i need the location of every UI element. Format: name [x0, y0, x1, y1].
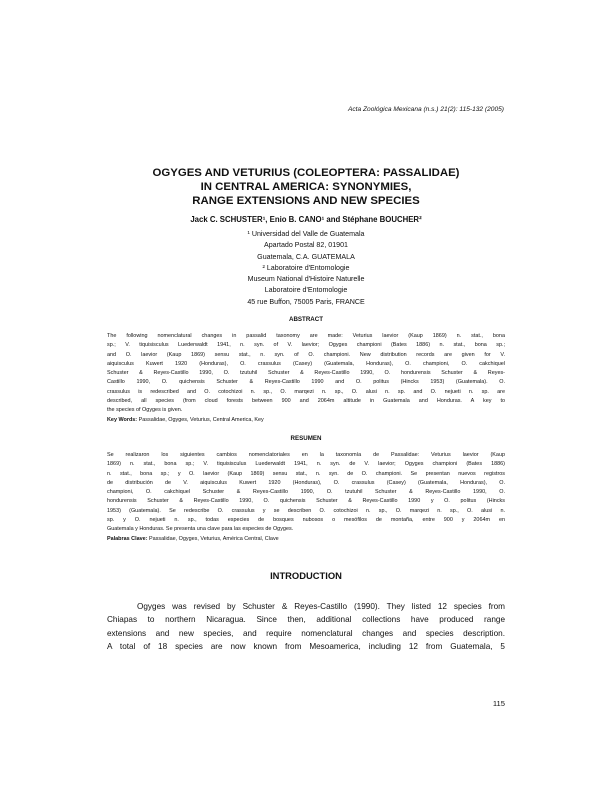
intro-line: Ogyges was revised by Schuster & Reyes-Castillo (1990). They listed 12 species from	[137, 602, 505, 611]
abstract-line: Schuster & Reyes-Castillo 1990, O. tzutuhil Schuster & Reyes-Castillo 1990, O. hondurensis Schuster & Reyes-	[107, 370, 505, 377]
intro-line: extensions and new species, and require nomenclatural changes and species description.	[107, 628, 505, 638]
abstract-line: The following nomenclatural changes in passalid taxonomy are made: Veturius laevior (Kaup 1869) n. stat., bona	[107, 333, 505, 339]
keywords-text: Passalidae, Ogyges, Veturius, América Central, Clave	[149, 535, 279, 542]
abstract-line: and O. laevior (Kaup 1869) sensu stat., n. syn. of O. championi. New distribution records are given for V.	[107, 351, 505, 358]
resumen-heading: RESUMEN	[290, 435, 322, 442]
intro-line: A total of 18 species are now known from Mesoamerica, including 12 from Guatemala, 5	[107, 641, 505, 651]
affiliations	[110, 229, 502, 308]
affiliation-line: ¹ Universidad del Valle de Guatemala	[247, 230, 365, 238]
resumen-line: 1869) n. stat., bona sp.; V. tiquisisculus Luederwaldt 1941, n. syn. de V. laevior; Ogyges championi (Bates 1886)	[107, 461, 505, 468]
abstract-line: the species of Ogyges is given.	[107, 407, 183, 414]
abstract-line: described, all species (from cloud forests between 900 and 2064m altitude in Guatemala and Honduras. A key to	[107, 398, 505, 405]
affiliation-line: Museum National d'Histoire Naturelle	[247, 275, 365, 284]
resumen-line: championi, O. cakchiquel Schuster & Reyes-Castillo 1990, O. tzutuhil Schuster & Reyes-Castillo 1990, O.	[107, 489, 505, 496]
abstract-text	[107, 332, 505, 425]
journal-citation: Acta Zoológica Mexicana (n.s.) 21(2): 115-132 (2005)	[347, 106, 504, 113]
resumen-line: sp. y O. nejueti n. sp., todas especies de bosques nubosos o mesófilos de montaña, entre 900 y 2064m en	[107, 517, 505, 524]
keywords-label: Key Words:	[107, 416, 138, 423]
abstract-line: aiquisculus Kuwert 1920 (Honduras), O. crassulus (Casey) (Guatemala, Honduras), O. championi, O. cakchiquel	[107, 360, 505, 367]
intro-line: Chiapas to northern Nicaragua. Since then, additional collections have produced range	[107, 615, 505, 625]
title-line-2: IN CENTRAL AMERICA: SYNONYMIES,	[200, 181, 412, 193]
affiliation-line: ² Laboratoire d'Entomologie	[262, 263, 350, 272]
abstract-line: sp.; V. tiquisisculus Luederwaldt 1941, n. syn. of V. laevior; Ogyges championi (Bates 1886) n. stat., bona sp.;	[107, 342, 505, 349]
resumen-line: n. stat., bona sp.; y O. laevior (Kaup 1869) sensu stat., n. syn. de O. championi. Se presentan nuevos registros	[107, 470, 505, 477]
affiliation-line: 45 rue Buffon, 75005 Paris, FRANCE	[247, 297, 365, 306]
introduction-text	[107, 600, 505, 653]
resumen-line: de distribución de V. aiquisculus Kuwert 1920 (Honduras), O. crassulus (Casey) (Guatemala, Honduras), O.	[107, 479, 505, 486]
resumen-line: Guatemala y Honduras. Se presenta una clave para las especies de Ogyges.	[107, 526, 294, 533]
abstract-keywords	[107, 416, 505, 425]
keywords-text: Passalidae, Ogyges, Veturius, Central America, Key	[138, 416, 264, 423]
resumen-text	[107, 451, 505, 544]
abstract-line: crassulus is redescribed and O. cotochizoi n. sp., O. marqezi n. sp., O. alusi n. sp. and O. nejueti n. sp. are	[107, 388, 505, 395]
keywords-label: Palabras Clave:	[107, 535, 148, 542]
page-number: 115	[492, 699, 505, 708]
abstract-line: Castillo 1990, O. quichensis Schuster & Reyes-Castillo 1990 and O. politus (Hincks 1953) (Guatemala). O.	[107, 379, 505, 386]
affiliation-line: Guatemala, C.A. GUATEMALA	[257, 252, 355, 261]
introduction-heading: INTRODUCTION	[270, 570, 342, 581]
article-title	[110, 166, 502, 208]
resumen-line: Se realizaron los siguientes cambios nomenclatoriales en la taxonomía de Passalidae: Veturius laevior (Kaup	[107, 452, 505, 458]
title-line-3: RANGE EXTENSIONS AND NEW SPECIES	[192, 195, 420, 207]
affiliation-line: Laboratoire d'Entomologie	[264, 286, 348, 295]
affiliation-line: Apartado Postal 82, 01901	[263, 241, 348, 250]
title-line-1: OGYGES AND VETURIUS (COLEOPTERA: PASSALIDAE)	[152, 167, 460, 179]
resumen-keywords	[107, 535, 505, 544]
abstract-heading: ABSTRACT	[288, 316, 324, 323]
resumen-line: 1953) (Guatemala). Se redescribe O. crassulus y se describen O. cotochizoi n. sp., O. marqezi n. sp., O. alusi n.	[107, 507, 505, 514]
resumen-line: hondurensis Schuster & Reyes-Castillo 1990, O. quichensis Schuster & Reyes-Castillo 1990 y O. politus (Hincks	[107, 498, 505, 505]
author-list: Jack C. SCHUSTER¹, Enio B. CANO¹ and Stéphane BOUCHER²	[190, 215, 422, 224]
